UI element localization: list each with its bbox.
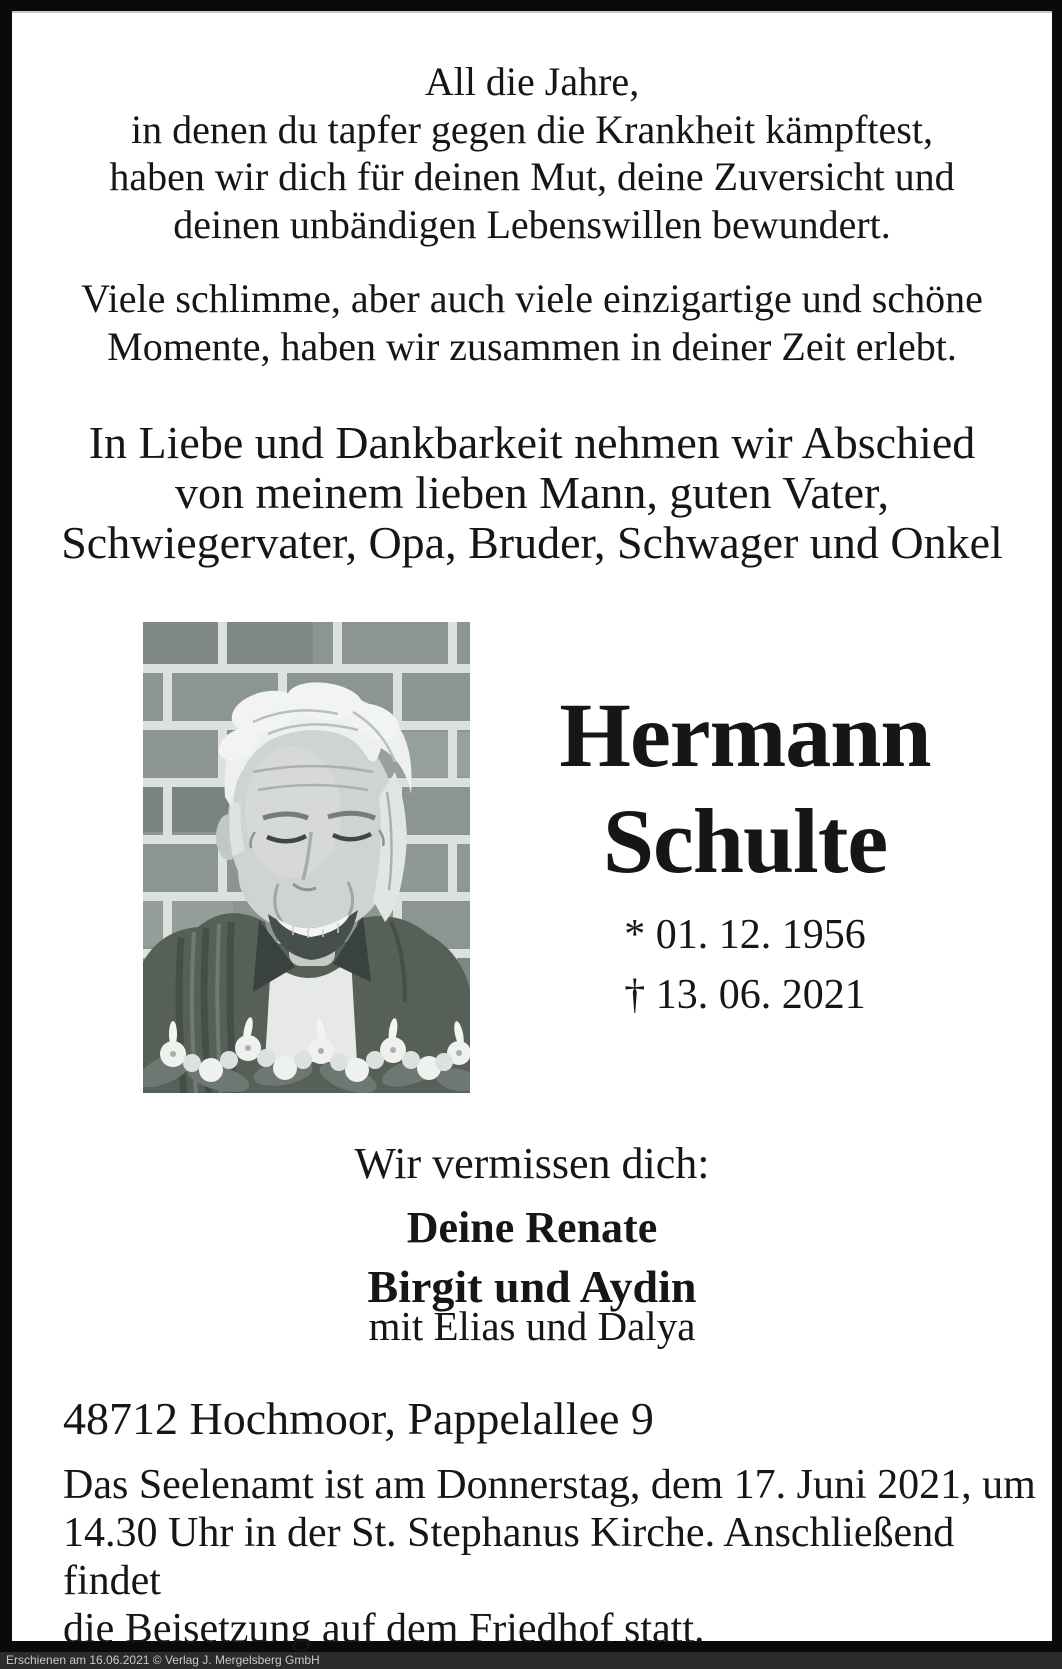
footer-bar — [0, 1652, 1062, 1669]
verse-farewell — [12, 418, 1052, 568]
publication-note: Erschienen am 16.06.2021 © Verlag J. Mergelsberg GmbH — [6, 1653, 320, 1667]
obituary-page — [12, 11, 1052, 1652]
verse-line: In Liebe und Dankbarkeit nehmen wir Abschied — [88, 417, 976, 468]
verse-opening — [12, 58, 1052, 248]
death-date-line: † 13. 06. 2021 — [624, 972, 866, 1018]
verse-line: Momente, haben wir zusammen in deiner Zeit erlebt. — [107, 323, 957, 369]
deceased-last-name: Schulte — [602, 790, 888, 892]
life-dates — [470, 905, 1020, 1025]
verse-memories — [12, 275, 1052, 370]
service-line: 14.30 Uhr in der St. Stephanus Kirche. Anschließend findet — [63, 1510, 955, 1604]
mourner-children: Birgit und Aydin — [367, 1261, 697, 1312]
mourner-grandchildren: mit Elias und Dalya — [368, 1303, 696, 1349]
portrait-photo — [143, 622, 470, 1093]
verse-line: von meinem lieben Mann, guten Vater, — [175, 467, 889, 518]
verse-line: deinen unbändigen Lebenswillen bewundert. — [173, 201, 891, 247]
address-line: 48712 Hochmoor, Pappelallee 9 — [63, 1393, 654, 1444]
service-line: Das Seelenamt ist am Donnerstag, dem 17. Juni 2021, um — [63, 1462, 1036, 1508]
verse-line: Viele schlimme, aber auch viele einzigartige und schöne — [81, 276, 983, 321]
verse-line: All die Jahre, — [424, 59, 640, 104]
verse-line: haben wir dich für deinen Mut, deine Zuversicht und — [109, 154, 955, 199]
verse-line: Schwiegervater, Opa, Bruder, Schwager und Onkel — [61, 517, 1003, 568]
birth-date-line: * 01. 12. 1956 — [624, 912, 866, 958]
deceased-name — [470, 682, 1020, 894]
mourners-intro: Wir vermissen dich: — [354, 1139, 710, 1188]
mourner-wife: Deine Renate — [406, 1203, 658, 1252]
deceased-first-name: Hermann — [559, 684, 931, 786]
service-line: die Beisetzung auf dem Friedhof statt. — [63, 1606, 705, 1652]
verse-line: in denen du tapfer gegen die Krankheit kämpftest, — [131, 106, 933, 152]
service-info — [63, 1461, 1043, 1653]
